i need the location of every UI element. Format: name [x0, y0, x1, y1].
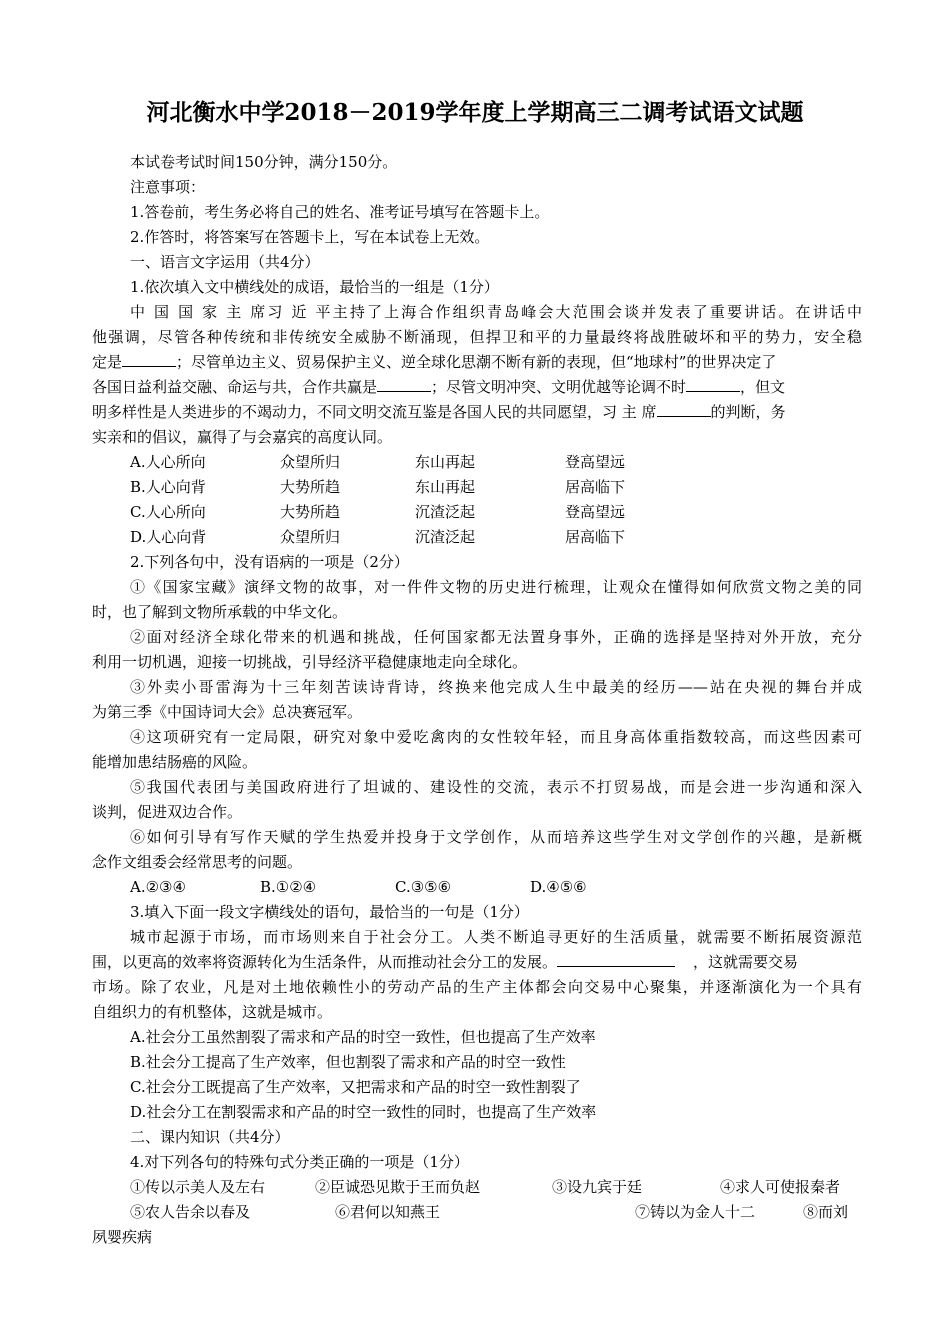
passage-line: 中 国 国 家 主 席习 近 平主持了上海合作组织青岛峰会大范围会谈并发表了重要讲话。在讲话中	[130, 303, 862, 321]
option-cell: 居高临下	[565, 528, 626, 546]
intro-line: 1.答卷前，考生务必将自己的姓名、准考证号填写在答题卡上。	[130, 203, 550, 221]
passage-line: 他强调，尽管各种传统和非传统安全威胁不断涌现，但捍卫和平的力量最终将战胜破坏和平的势力，安全稳	[92, 328, 862, 346]
sentence-item: ⑥君何以知燕王	[335, 1203, 441, 1221]
intro-line: 本试卷考试时间150分钟，满分150分。	[130, 153, 398, 171]
passage-text: ；尽管文明冲突、文明优越等论调不时	[431, 378, 687, 396]
sentence-line: ①《国家宝藏》演绎文物的故事，对一件件文物的历史进行梳理，让观众在懂得如何欣赏文物之美的同	[130, 578, 862, 596]
option-cell: 东山再起	[415, 453, 476, 471]
passage-text: ，但文	[740, 378, 786, 396]
option-cell: 众望所归	[280, 453, 341, 471]
option-cell: A.②③④	[130, 878, 186, 896]
sentence-item: ⑤农人告余以春及	[130, 1203, 251, 1221]
exam-title: 河北衡水中学2018－2019学年度上学期高三二调考试语文试题	[146, 99, 804, 126]
option-line: B.社会分工提高了生产效率，但也割裂了需求和产品的时空一致性	[130, 1053, 566, 1071]
option-cell: D.人心向背	[130, 528, 207, 546]
option-cell: C.③⑤⑥	[395, 878, 452, 896]
option-cell: A.人心所向	[130, 453, 206, 471]
sentence-item: ④求人可使报秦者	[720, 1178, 841, 1196]
option-cell: 登高望远	[565, 453, 626, 471]
section-heading: 一、语言文字运用（共4分）	[130, 253, 320, 271]
sentence-line: ⑤我国代表团与美国政府进行了坦诚的、建设性的交流，表示不打贸易战，而是会进一步沟通和深入	[130, 778, 862, 796]
passage-text: 定是	[92, 353, 123, 371]
passage-line: 自组织力的有机整体，这就是城市。	[92, 1003, 333, 1021]
question-stem: 2.下列各句中，没有语病的一项是（2分）	[130, 553, 409, 571]
sentence-continuation: 夙婴疾病	[92, 1228, 153, 1246]
sentence-line: ③外卖小哥雷海为十三年刻苦读诗背诗，终换来他完成人生中最美的经历——站在央视的舞台并成	[130, 678, 862, 696]
question-stem: 1.依次填入文中横线处的成语，最恰当的一组是（1分）	[130, 278, 499, 296]
sentence-line: 时，也了解到文物所承载的中华文化。	[92, 603, 348, 621]
answer-blank	[557, 952, 675, 967]
option-line: C.社会分工既提高了生产效率，又把需求和产品的时空一致性割裂了	[130, 1078, 581, 1096]
option-line: A.社会分工虽然割裂了需求和产品的时空一致性，但也提高了生产效率	[130, 1028, 596, 1046]
option-cell: B.人心向背	[130, 478, 206, 496]
passage-line	[92, 400, 862, 425]
passage-line	[92, 950, 862, 975]
answer-blank	[377, 377, 431, 392]
section-heading: 二、课内知识（共4分）	[130, 1128, 290, 1146]
sentence-line: 能增加患结肠癌的风险。	[92, 753, 258, 771]
sentence-line: ④这项研究有一定局限，研究对象中爱吃禽肉的女性较年轻，而且身高体重指数较高，而这些因素可	[130, 728, 862, 746]
option-cell: C.人心所向	[130, 503, 206, 521]
sentence-item: ②臣诚恐见欺于王而负赵	[315, 1178, 481, 1196]
passage-line: 城市起源于市场，而市场则来自于社会分工。人类不断追寻更好的生活质量，就需要不断拓展资源范	[130, 928, 862, 946]
passage-text: 明多样性是人类进步的不竭动力，不同文明交流互鉴是各国人民的共同愿望，习 主 席	[92, 403, 657, 421]
option-cell: 沉渣泛起	[415, 528, 476, 546]
sentence-line: 利用一切机遇，迎接一切挑战，引导经济平稳健康地走向全球化。	[92, 653, 528, 671]
sentence-item: ①传以示美人及左右	[130, 1178, 266, 1196]
question-stem: 4.对下列各句的特殊句式分类正确的一项是（1分）	[130, 1153, 469, 1171]
answer-blank	[122, 352, 176, 367]
option-cell: 沉渣泛起	[415, 503, 476, 521]
intro-line: 注意事项：	[130, 178, 206, 196]
option-line: D.社会分工在割裂需求和产品的时空一致性的同时，也提高了生产效率	[130, 1103, 597, 1121]
answer-blank	[686, 377, 740, 392]
option-cell: 居高临下	[565, 478, 626, 496]
sentence-line: 为第三季《中国诗词大会》总决赛冠军。	[92, 703, 363, 721]
option-cell: D.④⑤⑥	[530, 878, 587, 896]
question-stem: 3.填入下面一段文字横线处的语句，最恰当的一句是（1分）	[130, 903, 529, 921]
sentence-line: 念作文组委会经常思考的问题。	[92, 853, 303, 871]
sentence-item: ⑧而刘	[803, 1203, 849, 1221]
sentence-item: ③设九宾于廷	[552, 1178, 643, 1196]
passage-text: 的判断，务	[710, 403, 786, 421]
passage-line: 实亲和的倡议，赢得了与会嘉宾的高度认同。	[92, 428, 393, 446]
option-cell: 大势所趋	[280, 478, 341, 496]
option-cell: 东山再起	[415, 478, 476, 496]
passage-text: 围，以更高的效率将资源转化为生活条件，从而推动社会分工的发展。	[92, 953, 558, 971]
sentence-line: ②面对经济全球化带来的机遇和挑战，任何国家都无法置身事外，正确的选择是坚持对外开放，充分	[130, 628, 862, 646]
sentence-item: ⑦铸以为金人十二	[635, 1203, 756, 1221]
passage-line: 市场。除了农业，凡是对土地依赖性小的劳动产品的生产主体都会向交易中心聚集，并逐渐演化为一个具有	[92, 978, 862, 996]
answer-blank	[657, 402, 711, 417]
option-cell: 大势所趋	[280, 503, 341, 521]
option-cell: 众望所归	[280, 528, 341, 546]
passage-text: 各国日益利益交融、命运与共，合作共赢是	[92, 378, 378, 396]
option-cell: B.①②④	[260, 878, 317, 896]
passage-text: ，这就需要交易	[693, 953, 799, 971]
passage-text: ；尽管单边主义、贸易保护主义、逆全球化思潮不断有新的表现，但“地球村”的世界决定了	[176, 353, 777, 371]
intro-line: 2.作答时，将答案写在答题卡上，写在本试卷上无效。	[130, 228, 490, 246]
passage-line	[92, 350, 862, 375]
sentence-line: 谈判，促进双边合作。	[92, 803, 243, 821]
option-cell: 登高望远	[565, 503, 626, 521]
passage-line	[92, 375, 862, 400]
sentence-line: ⑥如何引导有写作天赋的学生热爱并投身于文学创作，从而培养这些学生对文学创作的兴趣，是新概	[130, 828, 862, 846]
